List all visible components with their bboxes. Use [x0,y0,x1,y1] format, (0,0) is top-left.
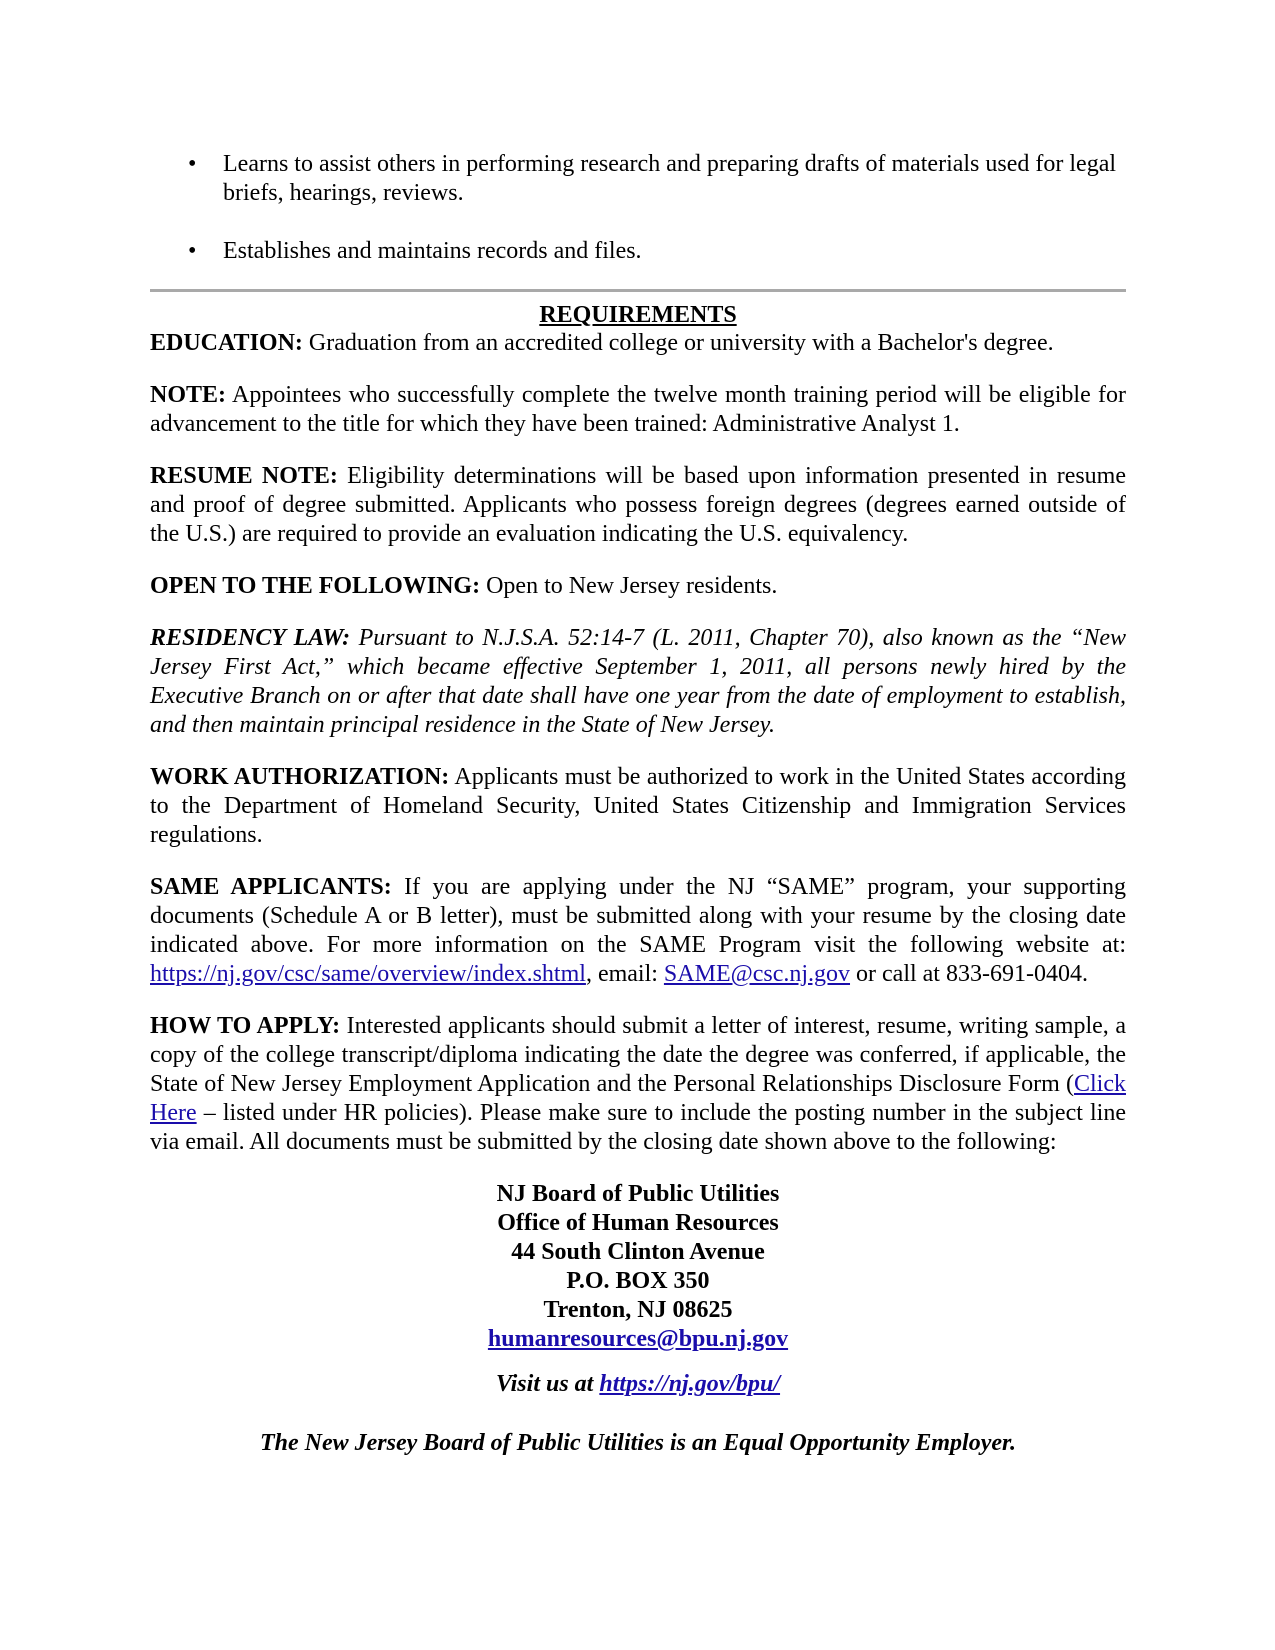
work-authorization-label: WORK AUTHORIZATION: [150,764,450,790]
address-line: 44 South Clinton Avenue [511,1239,765,1265]
same-text-1: If you are applying under the NJ “SAME” program, your supporting documents (Schedule A or B letter), must be submitted along with your resume by the closing date indicated above. For more information on the SAME Program visit the following website at: [150,874,1127,958]
equal-opportunity-statement: The New Jersey Board of Public Utilities is an Equal Opportunity Employer. [259,1430,1017,1456]
resume-note-label: RESUME NOTE: [150,463,338,489]
duties-list [150,150,1126,266]
same-website-link[interactable]: https://nj.gov/csc/same/overview/index.shtml [150,961,586,987]
address-line: P.O. BOX 350 [566,1268,710,1294]
same-applicants-label: SAME APPLICANTS: [150,874,392,900]
residency-paragraph [150,624,1126,740]
section-divider [150,289,1126,292]
how-to-apply-text-2: – listed under HR policies). Please make sure to include the posting number in the subject line via email. All documents must be submitted by the closing date shown above to the following: [150,1100,1126,1155]
document-page [150,150,1126,1458]
list-item-text: Establishes and maintains records and files. [223,238,642,264]
mailing-address [150,1180,1126,1354]
visit-us-label: Visit us at [495,1371,600,1397]
visit-us-line [150,1370,1126,1399]
address-line: Trenton, NJ 08625 [543,1297,733,1323]
resume-note-paragraph [150,462,1126,549]
address-line: NJ Board of Public Utilities [496,1181,780,1207]
bullet-icon: • [188,151,197,177]
bullet-icon: • [188,238,197,264]
same-applicants-paragraph [150,873,1126,989]
same-text-2: , email: [585,961,664,987]
resume-note-text: Eligibility determinations will be based upon information presented in resume and proof of degree submitted. Applicants who possess foreign degrees (degrees earned outside of the U.S.) are required to provide an evaluation indicating the U.S. equivalency. [150,463,1127,547]
open-to-text: Open to New Jersey residents. [480,573,778,599]
note-paragraph [150,381,1126,439]
how-to-apply-label: HOW TO APPLY: [150,1013,341,1039]
education-paragraph [150,329,1126,358]
hr-email-link[interactable]: humanresources@bpu.nj.gov [487,1326,789,1352]
how-to-apply-paragraph [150,1012,1126,1157]
note-label: NOTE: [150,382,227,408]
note-text: Appointees who successfully complete the twelve month training period will be eligible for advancement to the title for which they have been trained: Administrative Analyst 1. [150,382,1126,437]
education-text: Graduation from an accredited college or university with a Bachelor's degree. [302,330,1054,356]
work-authorization-text: Applicants must be authorized to work in the United States according to the Department of Homeland Security, United States Citizenship and Immigration Services regulations. [150,764,1127,848]
residency-text: Pursuant to N.J.S.A. 52:14-7 (L. 2011, Chapter 70), also known as the “New Jersey First Act,” which became effective September 1, 2011, all persons newly hired by the Executive Branch on or after that date shall have one year from the date of employment to establish, and then maintain principal residence in the State of New Jersey. [150,625,1127,738]
same-text-3: or call at 833-691-0404. [850,961,1088,987]
address-line: Office of Human Resources [497,1210,779,1236]
list-item-text: Learns to assist others in performing research and preparing drafts of materials used for legal briefs, hearings, reviews. [223,151,1117,206]
open-to-label: OPEN TO THE FOLLOWING: [150,573,481,599]
click-here-link[interactable]: Click Here [150,1071,1126,1126]
requirements-heading: REQUIREMENTS [539,302,737,328]
same-email-link[interactable]: SAME@csc.nj.gov [663,961,851,987]
bpu-website-link[interactable]: https://nj.gov/bpu/ [599,1371,781,1397]
list-item [150,150,1126,208]
education-label: EDUCATION: [150,330,303,356]
residency-label: RESIDENCY LAW: [150,625,351,651]
list-item [150,237,1126,266]
how-to-apply-text-1: Interested applicants should submit a letter of interest, resume, writing sample, a copy of the college transcript/diploma indicating the date the degree was conferred, if applicable, the State of New Jersey Employment Application and the Personal Relationships Disclosure Form ( [150,1013,1127,1097]
work-authorization-paragraph [150,763,1126,850]
open-to-paragraph [150,572,1126,601]
